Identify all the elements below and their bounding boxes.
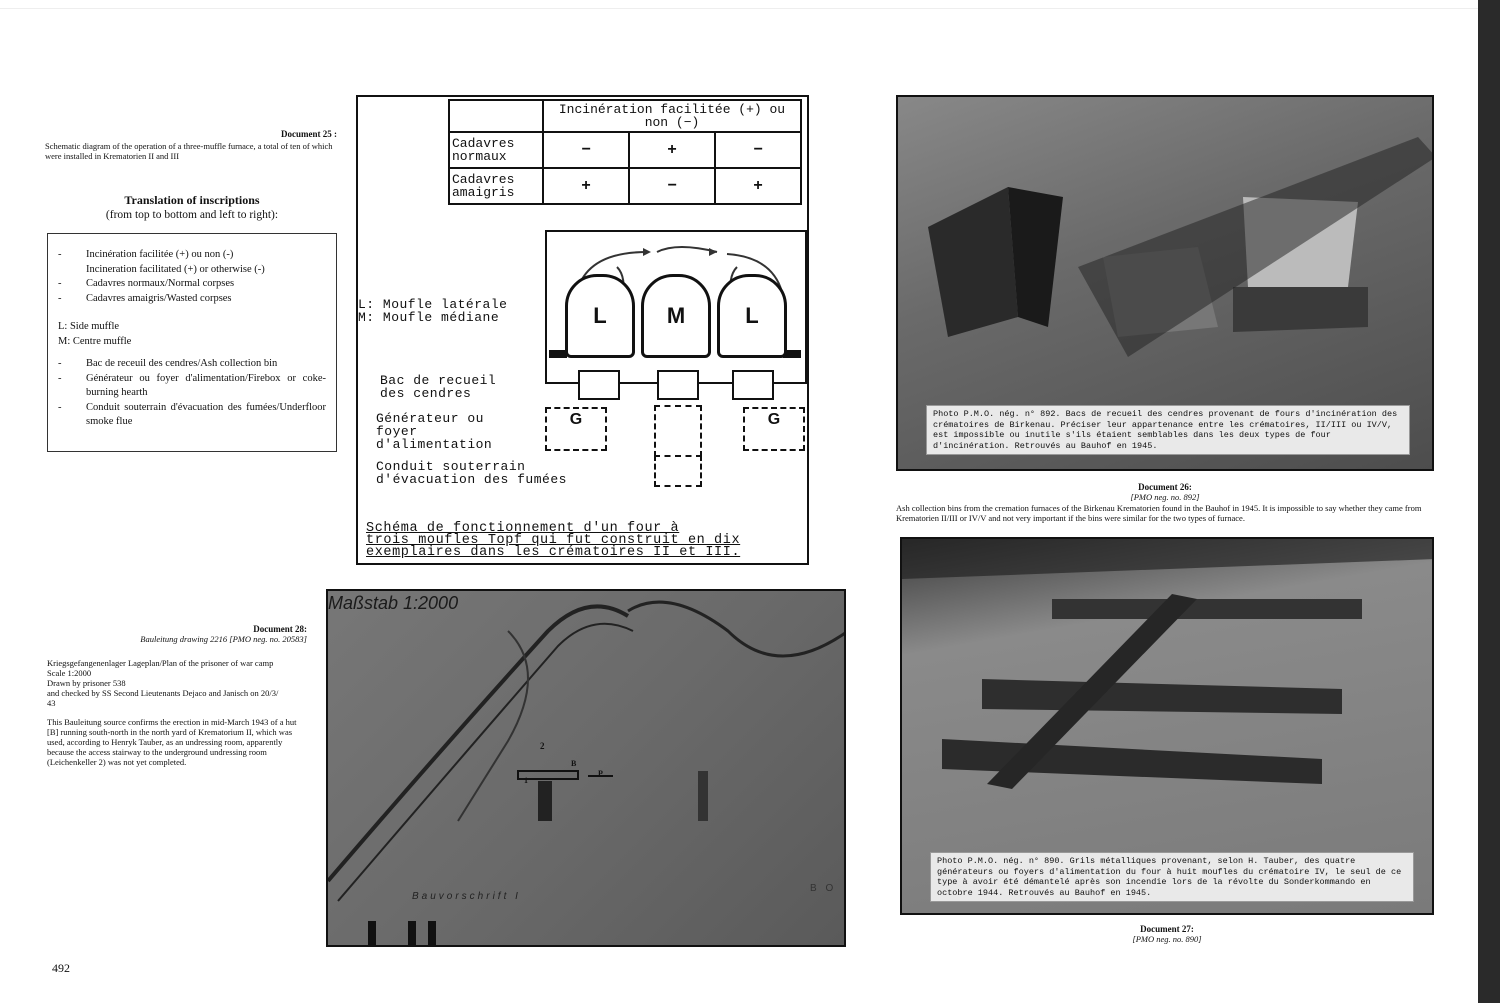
table-cell: +	[715, 168, 801, 204]
doc27-ref: [PMO neg. no. 890]	[1132, 934, 1202, 944]
doc25-caption-block: Document 25 : Schematic diagram of the operation of a three-muffle furnace, a total of ten of which were installed in Krematorien II and III	[40, 129, 337, 161]
label-centre-muffle: M: Moufle médiane	[358, 310, 500, 325]
translation-item: Générateur ou foyer d'alimentation/Firebox or coke-burning hearth	[86, 372, 326, 398]
translation-item: Cadavres amaigris/Wasted corpses	[86, 292, 232, 304]
translation-muffle-m: M: Centre muffle	[58, 335, 132, 347]
table-cell: +	[629, 132, 715, 168]
smoke-flue-shaft	[654, 405, 702, 457]
row-label-wasted: Cadavres amaigris	[449, 168, 543, 204]
page-number: 492	[52, 961, 70, 975]
generator-right: G	[743, 407, 805, 451]
drawing-mark: P	[598, 769, 603, 778]
photo27-caption: Photo P.M.O. nég. n° 890. Grils métalliques provenant, selon H. Tauber, des quatre générateurs ou foyers d'alimentation du four à huit moufles du crématoire IV, le seul de ce type à avoir été démantelé après son incendie lors de la révolte du Sonderkommando en octobre 1944. Retrouvés au Bauhof en 1945.	[930, 852, 1414, 902]
translation-heading: Translation of inscriptions	[124, 193, 260, 207]
photo26-caption: Photo P.M.O. nég. n° 892. Bacs de recueil des cendres provenant de fours d'incinération des crématoires de Birkenau. Préciser leur appartenance entre les crématoires, II/III ou IV/V, est impossible ou inutile s'ils étaient semblables dans les deux types de four d'incinération. Retrouvés au Bauhof en 1945.	[926, 405, 1410, 455]
drawing-mark: 1	[524, 776, 528, 785]
drawing-mark: 2	[540, 741, 545, 751]
translation-muffle-l: L: Side muffle	[58, 321, 120, 332]
drawing-scale: Maßstab 1:2000	[328, 593, 459, 613]
doc26-caption: Ash collection bins from the cremation furnaces of the Birkenau Krematorien found in the Bauhof in 1945. It is impossible to say whether they came from Krematorien II/III or IV/V and not very important if the bins were similar for the two types of furnace.	[896, 503, 1422, 523]
translation-item: Incinération facilitée (+) ou non (-)	[86, 249, 234, 260]
doc26-ref: [PMO neg. no. 892]	[1130, 492, 1200, 502]
table-cell: +	[543, 168, 629, 204]
smoke-flue	[654, 455, 702, 487]
muffle-side-right: L	[717, 274, 787, 358]
table-cell: −	[543, 132, 629, 168]
doc28-body: This Bauleitung source confirms the erection in mid-March 1943 of a hut [B] running south-north in the north yard of Krematorium II, which was used, according to Henryk Tauber, as an undressing room, apparently because the access stairway to the underground undressing room (Leichenkeller 2) was not yet completed.	[47, 717, 297, 767]
doc25-caption: Schematic diagram of the operation of a three-muffle furnace, a total of ten of which were installed in Krematorien II and III	[45, 141, 333, 161]
doc27-title: Document 27:	[1140, 924, 1194, 934]
doc28-line: and checked by SS Second Lieutenants Dejaco and Janisch on 20/3/	[47, 688, 279, 698]
doc28-line: Kriegsgefangenenlager Lageplan/Plan of the prisoner of war camp	[47, 658, 274, 668]
photo-metal-grates	[900, 537, 1434, 915]
ash-bin	[657, 370, 699, 400]
muffle-side-left: L	[565, 274, 635, 358]
schematic-title: Schéma de fonctionnement d'un four à trois moufles Topf qui fut construit en dix exemplaires dans les crématoires II et III.	[366, 521, 741, 560]
label-flue-1: Conduit souterrain	[376, 459, 526, 474]
drawing-bo: B O	[810, 883, 837, 894]
muffle-centre: M	[641, 274, 711, 358]
doc25-title: Document 25	[281, 129, 332, 139]
drawing-label: Bauvorschrift I	[412, 891, 521, 902]
doc28-ref: Bauleitung drawing 2216 [PMO neg. no. 20583]	[140, 634, 307, 644]
doc28-caption-block	[47, 624, 307, 767]
table-header: Incinération facilitée (+) ou non (−)	[543, 100, 801, 132]
label-ash-bin-1: Bac de recueil	[380, 373, 497, 388]
camp-plan-drawing	[328, 591, 846, 947]
generator-left: G	[545, 407, 607, 451]
row-label-normal: Cadavres normaux	[449, 132, 543, 168]
table-cell: −	[629, 168, 715, 204]
ash-bin	[732, 370, 774, 400]
ash-bin	[578, 370, 620, 400]
translation-item: Bac de receuil des cendres/Ash collection bin	[86, 358, 278, 369]
translation-heading-block	[47, 193, 337, 221]
doc28-title: Document 28:	[253, 624, 307, 634]
translation-item: Cadavres normaux/Normal corpses	[86, 278, 235, 289]
doc28-line: Scale 1:2000	[47, 668, 92, 678]
translation-subheading: (from top to bottom and left to right):	[105, 209, 279, 221]
translation-item: Incineration facilitated (+) or otherwise (-)	[86, 263, 265, 275]
furnace-body	[545, 230, 807, 384]
label-flue-2: d'évacuation des fumées	[376, 472, 567, 487]
doc26-title: Document 26:	[1138, 482, 1192, 492]
label-ash-bin-2: des cendres	[380, 386, 472, 401]
page-top-edge	[0, 0, 1478, 9]
photo-ash-bins	[896, 95, 1434, 471]
drawing-mark: B	[571, 759, 577, 768]
label-generator-2: foyer	[376, 424, 418, 439]
page-binding-edge	[1478, 0, 1500, 1003]
translation-box: - Incinération facilitée (+) ou non (-) Incineration facilitated (+) or otherwise (-) - Cadavres normaux/Normal corpses - Cadavres amaigris/Wasted corpses L: Side muffle M: Centre muffle - Bac de receuil des cendres/Ash collection bin - Générateur ou foyer d'alimentation/Firebox or coke-burning hearth - Conduit souterrain d'évacuation des fumées/Underfloor smoke flue	[47, 233, 337, 452]
table-cell: −	[715, 132, 801, 168]
label-generator-3: d'alimentation	[376, 437, 493, 452]
doc28-line: Drawn by prisoner 538	[47, 678, 126, 688]
translation-item: Conduit souterrain d'évacuation des fumées/Underfloor smoke flue	[86, 401, 326, 427]
furnace-schematic	[356, 95, 809, 565]
doc28-line: 43	[47, 698, 56, 708]
label-generator-1: Générateur ou	[376, 411, 484, 426]
label-side-muffle: L: Moufle latérale	[358, 297, 508, 312]
incineration-table	[448, 99, 802, 205]
doc26-caption-block	[896, 482, 1434, 523]
doc27-caption-block	[900, 924, 1434, 944]
photo-camp-plan	[326, 589, 846, 947]
